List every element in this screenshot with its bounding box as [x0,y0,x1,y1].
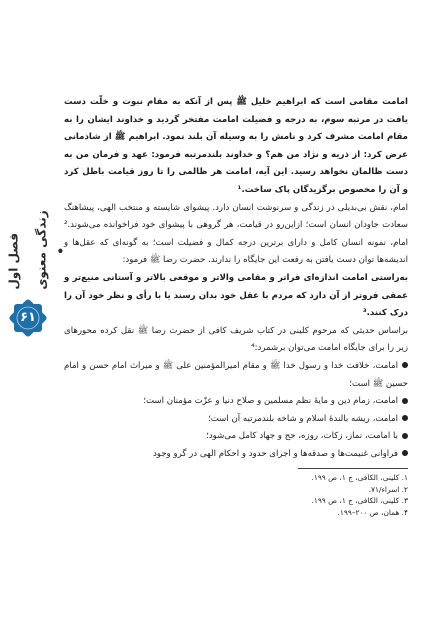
paragraph-kafi-intro: براساس حدیثی که مرحوم کلینی در کتاب شریف کافی از حضرت رضا ﷺ نقل کرده محورهای زیر را برای جایگاه امامت می‌توان برشمرد:⁴ [64,325,408,354]
page-number-badge [6,296,50,340]
chapter-part-label: فصل اول [7,233,22,290]
hadith-quote: به‌راستی امامت اندازه‌ای فراتر و مقامی والاتر و موقعی بالاتر و آستانی منیع‌تر و عمقی فروتر از آن دارد که مردم با عقل خود بدان رسند یا با رأی و نظر خود آن را درک کنند.³ [64,272,408,319]
list-item: با امامت، نماز، زکات، روزه، حج و جهاد کامل می‌شود؛ [64,428,408,446]
bullet-icon [402,433,408,439]
list-item: امامت، خلافت خدا و رسول خدا ﷺ و مقام امیرالمؤمنین علی ﷺ و میراث امام حسن و امام حسین ﷺ است؛ [64,360,408,389]
separator-dot: • [56,243,65,257]
page-number: ۶۱ [20,310,36,325]
list-item: امامت، زمام دین و مایهٔ نظم مسلمین و صلاح دنیا و عزّت مؤمنان است؛ [64,393,408,411]
footnote-divider [298,468,408,469]
bullet-icon [402,398,408,404]
list-item: امامت، ریشه بالندهٔ اسلام و شاخه بلندمرتبه آن است؛ [64,411,408,429]
list-item: فراوانی غنیمت‌ها و صدقه‌ها و اجرای حدود و احکام الهی در گرو وجود [64,446,408,464]
bullet-icon [402,415,408,421]
paragraph-role-of-imam: امام، نقش بی‌بدیلی در زندگی و سرنوشت انسان دارد. پیشوای شایسته و منتخب الهی، پیشاهنگ سعادت جاودان انسان است؛ ازاین‌رو در قیامت، هر گروهی با پیشوای خود فراخوانده می‌شوند.² امام، نمونه انسان کامل و دارای برترین درجه کمال و فضیلت است؛ به گونه‌ای که عقل‌ها و اندیشه‌ها توان دست یافتن به رفعت این جایگاه را ندارند. حضرت رضا ﷺ فرمود: [64,202,408,266]
imamate-points-list [64,358,408,464]
footnote: ۴. همان، ص ۲۰۰–۱۹۹. [337,507,408,517]
bullet-icon [402,450,408,456]
side-strip [0,0,65,640]
paragraph-abraham-imamate: امامت مقامی است که ابراهیم خلیل ﷺ پس از آنکه به مقام نبوت و خلّت دست یافت در مرتبه سوم، به درجه و فضیلت امامت مفتخر گردید و خداوند ایشان را به مقام امامت مشرف کرد و نامش را به وسیله آن بلند نمود. ابراهیم ﷺ از شادمانی عرض کرد: از ذریه و نژاد من هم؟ و خداوند بلندمرتبه فرمود: عهد و فرمان من به دست ظالمان نخواهد رسید. این آیه، امامت هر ظالمی را تا روز قیامت باطل کرد و آن را مخصوص برگزیدگان پاک ساخت.¹ [64,97,408,195]
footnote: ۲. اسراء/۷۱. [368,484,408,494]
bullet-icon [402,362,408,368]
page-body [64,94,408,518]
chapter-title-label: زندگی معنوی [35,210,50,290]
footnote: ۳. کلینی، الکافی، ج ۱، ص ۱۹۹. [311,496,408,506]
footnote: ۱. کلینی، الکافی، ج ۱، ص ۱۹۹. [311,473,408,483]
